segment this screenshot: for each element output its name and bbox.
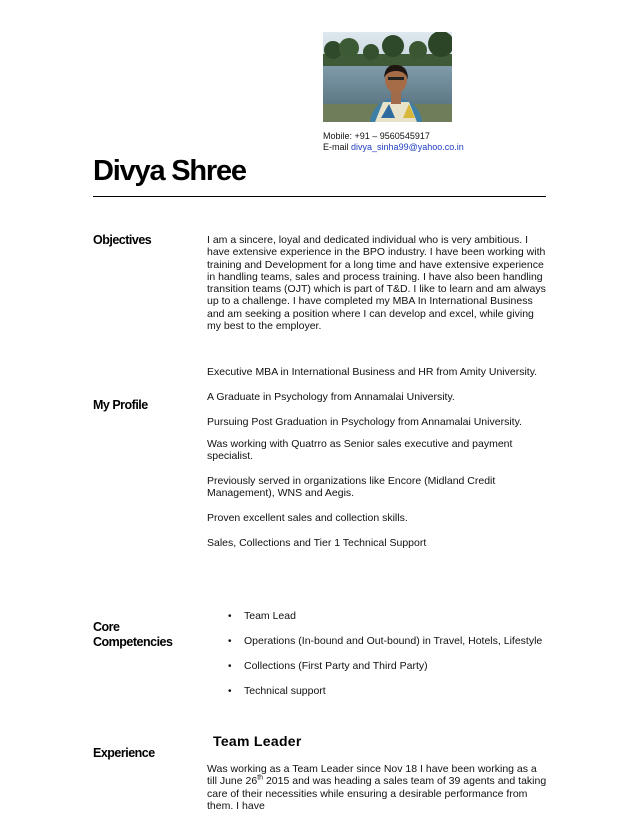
email-line bbox=[323, 142, 464, 153]
profile-item: Pursuing Post Graduation in Psychology from Annamalai University. bbox=[207, 416, 522, 428]
profile-heading: My Profile bbox=[93, 398, 148, 412]
email-label: E-mail bbox=[323, 142, 349, 152]
bullet-icon: • bbox=[228, 661, 232, 672]
competencies-heading bbox=[93, 620, 172, 650]
profile-item: Executive MBA in International Business and HR from Amity University. bbox=[207, 366, 538, 378]
list-item bbox=[228, 635, 542, 647]
candidate-name: Divya Shree bbox=[93, 155, 246, 187]
list-item bbox=[228, 660, 428, 672]
experience-heading: Experience bbox=[93, 746, 155, 760]
experience-text-part2: 2015 and was heading a sales team of 39 agents and taking care of their necessities while ensuring a desirable performance from them. I have bbox=[207, 775, 547, 812]
email-link[interactable]: divya_sinha99@yahoo.co.in bbox=[351, 142, 464, 152]
profile-item: A Graduate in Psychology from Annamalai University. bbox=[207, 391, 455, 403]
ordinal-suffix: th bbox=[257, 774, 264, 782]
profile-photo bbox=[323, 32, 452, 122]
objectives-heading: Objectives bbox=[93, 233, 152, 247]
mobile-number: Mobile: +91 – 9560545917 bbox=[323, 131, 430, 141]
header-divider bbox=[93, 196, 546, 197]
profile-item: Proven excellent sales and collection skills. bbox=[207, 512, 408, 524]
competencies-heading-line2: Competencies bbox=[93, 635, 173, 649]
experience-text bbox=[207, 763, 547, 812]
competency-label: Team Lead bbox=[244, 610, 296, 622]
competency-label: Collections (First Party and Third Party) bbox=[244, 660, 428, 672]
competency-label: Operations (In-bound and Out-bound) in Travel, Hotels, Lifestyle bbox=[244, 635, 543, 647]
profile-item: Sales, Collections and Tier 1 Technical Support bbox=[207, 537, 427, 549]
list-item bbox=[228, 685, 326, 697]
profile-item: Previously served in organizations like Encore (Midland Credit Management), WNS and Aegis. bbox=[207, 475, 496, 500]
contact-block bbox=[323, 131, 464, 153]
experience-text-part1: Was working as a Team Leader since Nov 18 I have been working as a till June 26 bbox=[207, 763, 537, 788]
bullet-icon: • bbox=[228, 686, 232, 697]
job-title: Team Leader bbox=[213, 733, 302, 749]
competencies-heading-line1: Core bbox=[93, 620, 120, 634]
bullet-icon: • bbox=[228, 611, 232, 622]
list-item bbox=[228, 610, 296, 622]
bullet-icon: • bbox=[228, 636, 232, 647]
competency-label: Technical support bbox=[244, 685, 326, 697]
profile-item: Was working with Quatrro as Senior sales executive and payment specialist. bbox=[207, 438, 513, 463]
objectives-text: I am a sincere, loyal and dedicated individual who is very ambitious. I have extensive experience in the BPO industry. I have been working with training and Development for a long time and have extensive experience in handling teams, sales and process training. I have also been handling transition teams (OJT) which is part of T&D. I like to learn and am always up to a challenge. I have completed my MBA In International Business and am seeking a position where I can develop and excel, while giving my best to the employer. bbox=[207, 234, 546, 333]
